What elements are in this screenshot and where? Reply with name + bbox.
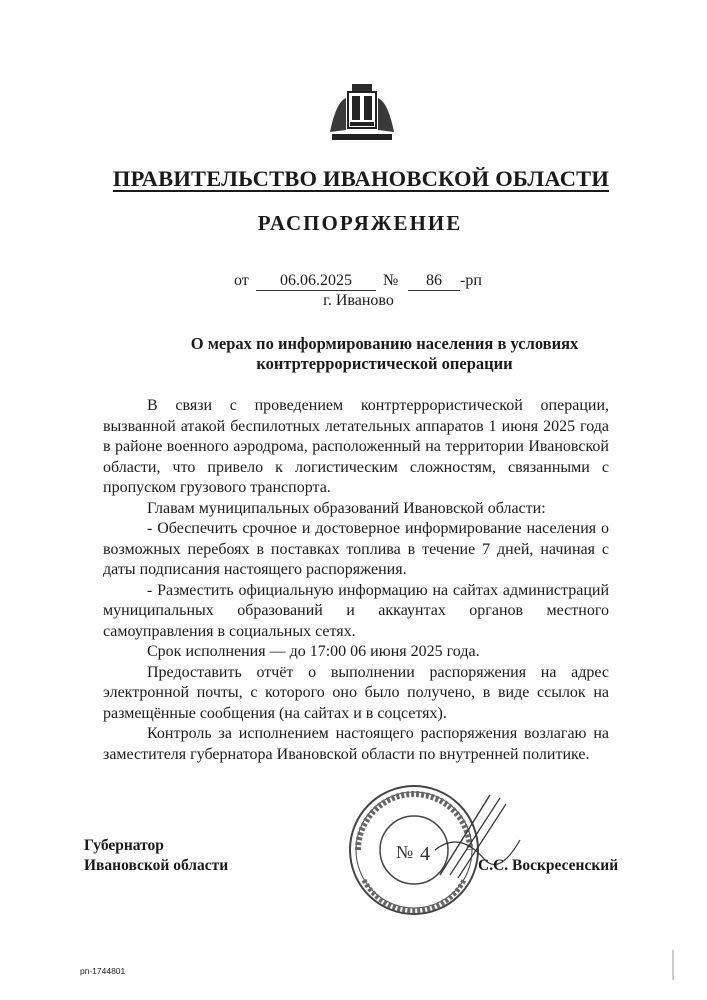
date-from-label: от bbox=[234, 272, 249, 289]
signatory-name: С.С. Воскресенский bbox=[478, 857, 619, 874]
dateline bbox=[0, 272, 707, 292]
body-paragraph: Предоставить отчёт о выполнении распоряжения на адрес электронной почты, с которого оно было получено, в виде ссылок на размещённые сообщения (на сайтах и в соцсетях). bbox=[103, 663, 609, 722]
body-paragraph: Контроль за исполнением настоящего распоряжения возлагаю на заместителя губернатора Ивановской области по внутренней политике. bbox=[103, 725, 609, 763]
number-suffix: -рп bbox=[460, 272, 482, 289]
city: г. Иваново bbox=[323, 292, 394, 309]
organization-title: ПРАВИТЕЛЬСТВО ИВАНОВСКОЙ ОБЛАСТИ bbox=[112, 166, 610, 191]
subject-line-2: контртеррористической операции bbox=[256, 354, 513, 373]
page-edge-mark bbox=[672, 950, 674, 980]
document-subject bbox=[0, 334, 707, 374]
body-paragraph: Срок исполнения — до 17:00 06 июня 2025 года. bbox=[147, 643, 480, 660]
signatory-title bbox=[84, 836, 228, 876]
document-body bbox=[103, 396, 609, 765]
body-list-item: - Разместить официальную информацию на сайтах администраций муниципальных образований и аккаунтах органов местного самоуправления в социальных сетях. bbox=[103, 581, 609, 640]
body-list-item: - Обеспечить срочное и достоверное информирование населения о возможных перебоях в поставках топлива в течение 7 дней, начиная с даты подписания настоящего распоряжения. bbox=[103, 520, 609, 578]
body-paragraph: В связи с проведением контртеррористической операции, вызванной атакой беспилотных летательных аппаратов 1 июня 2025 года в районе военного аэродрома, расположенный на территории Ивановской области, что привело к логистическим сложностям, связанными с пропуском грузового транспорта. bbox=[103, 397, 609, 496]
seal-number: № bbox=[396, 842, 414, 862]
number-label: № bbox=[383, 272, 399, 289]
body-paragraph: Главам муниципальных образований Ивановской области: bbox=[147, 499, 546, 517]
document-date: 06.06.2025 bbox=[256, 272, 376, 291]
signatory-title-line-2: Ивановской области bbox=[84, 857, 229, 874]
document-number: 86 bbox=[408, 272, 460, 291]
subject-line-1: О мерах по информированию населения в условиях bbox=[190, 334, 579, 353]
signatory-title-line-1: Губернатор bbox=[84, 837, 164, 854]
document-type: РАСПОРЯЖЕНИЕ bbox=[257, 211, 463, 235]
svg-text:4: 4 bbox=[420, 843, 430, 865]
coat-of-arms-icon bbox=[326, 82, 398, 146]
footer-code: рп-1744801 bbox=[80, 966, 126, 976]
